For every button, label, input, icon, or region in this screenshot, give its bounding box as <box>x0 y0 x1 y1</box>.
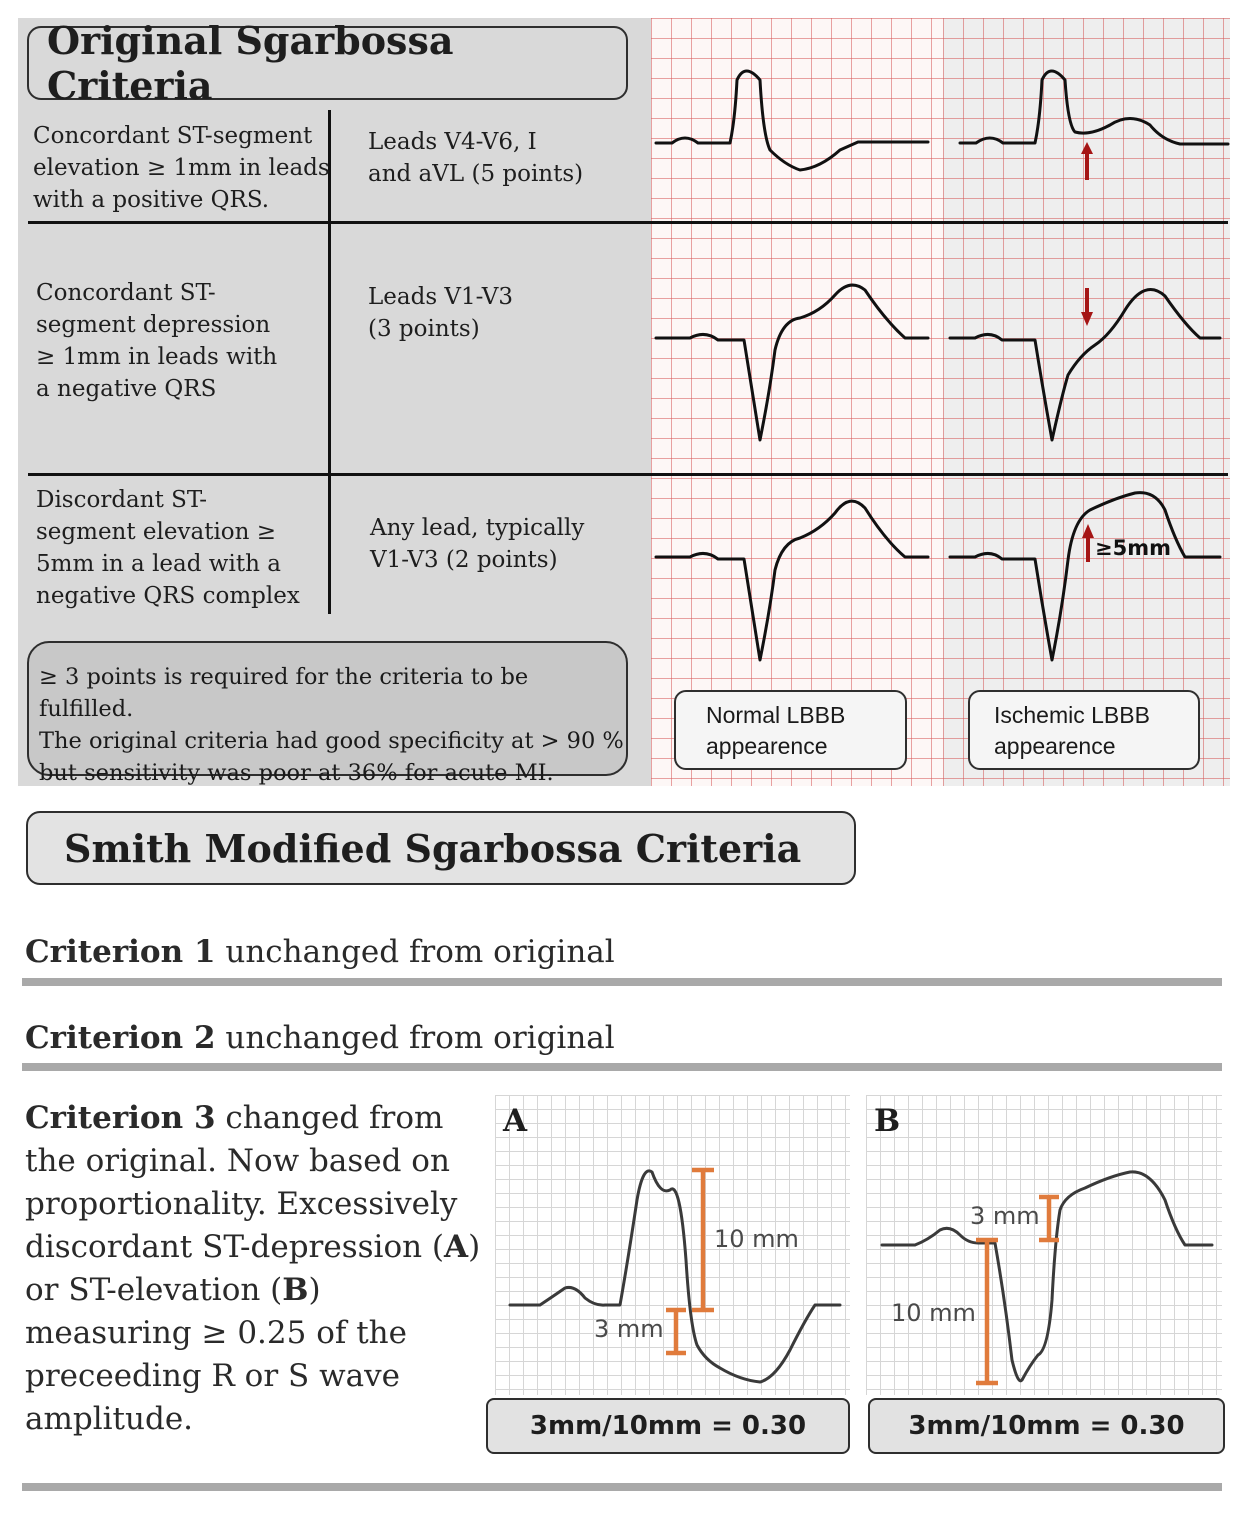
criterion-1-leads: Leads V4-V6, I and aVL (5 points) <box>368 129 584 187</box>
normal-lbbb-label: Normal LBBB appearence <box>674 690 907 770</box>
panel-a-formula: 3mm/10mm = 0.30 <box>486 1398 850 1454</box>
panel-b-10mm-label: 10 mm <box>891 1299 976 1327</box>
criterion-3-leads: Any lead, typically V1-V3 (2 points) <box>370 515 585 573</box>
original-criteria-title: Original Sgarbossa Criteria <box>27 26 628 100</box>
criterion-2-leads: Leads V1-V3 (3 points) <box>368 284 514 342</box>
panel-a-letter: A <box>503 1103 528 1139</box>
scoring-note: ≥ 3 points is required for the criteria to be fulfilled. The original criteria had good specificity at > 90 % but sensitivity was poor at 36% for acute MI. <box>27 641 628 776</box>
criterion-2-description: Concordant ST- segment depression ≥ 1mm in leads with a negative QRS <box>36 280 278 402</box>
criterion-1-description: Concordant ST-segment elevation ≥ 1mm in leads with a positive QRS. <box>33 123 330 213</box>
panel-a-10mm-label: 10 mm <box>714 1225 799 1253</box>
panel-a-measure-10mm <box>692 1170 714 1310</box>
panel-b-measure-10mm <box>976 1240 998 1383</box>
ischemic-lbbb-label: Ischemic LBBB appearence <box>968 690 1200 770</box>
panel-a-3mm-label: 3 mm <box>594 1315 664 1343</box>
panel-b-formula: 3mm/10mm = 0.30 <box>868 1398 1225 1454</box>
criterion-3-description: Discordant ST- segment elevation ≥ 5mm in a lead with a negative QRS complex <box>36 487 300 609</box>
panel-b-letter: B <box>874 1103 901 1139</box>
panel-a-measure-3mm <box>666 1310 686 1353</box>
bottom-divider <box>22 1483 1222 1491</box>
panel-b-3mm-label: 3 mm <box>970 1202 1040 1230</box>
five-mm-annotation: ≥5mm <box>1095 536 1171 560</box>
criterion-2-line: Criterion 2 unchanged from original <box>25 1020 615 1056</box>
smith-criteria-title: Smith Modified Sgarbossa Criteria <box>26 811 856 885</box>
criterion-3-paragraph: Criterion 3 changed from the original. Now based on proportionality. Excessively discordant ST-depression (A) or ST-elevation (B) measuring ≥ 0.25 of the preceeding R or S wave amplitude. <box>25 1100 481 1437</box>
criterion-1-line: Criterion 1 unchanged from original <box>25 934 615 970</box>
